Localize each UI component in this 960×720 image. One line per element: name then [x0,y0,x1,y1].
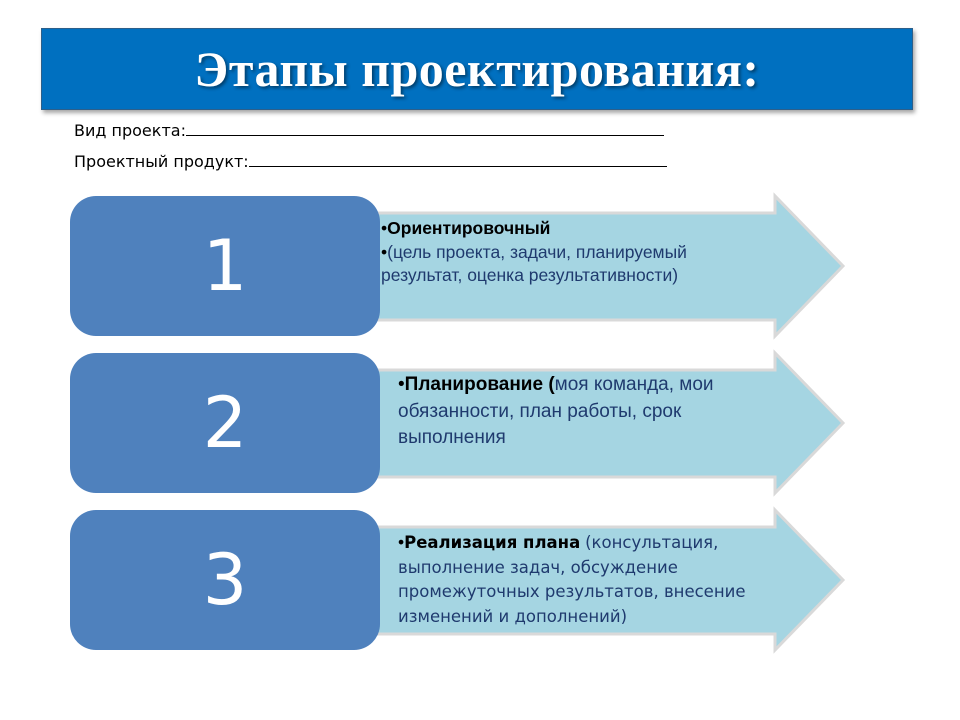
stage-3-number: 3 [202,539,248,621]
stage-1-number-box [70,196,380,336]
project-type-label: Вид проекта: [74,121,186,140]
stage-1-heading: Ориентировочный [387,218,551,238]
stage-1-detail: (цель проекта, задачи, планируемый результат, оценка результативности) [381,241,687,286]
stage-1-number: 1 [202,225,248,307]
stage-3-text [398,530,778,628]
stage-2-text [398,372,778,452]
bullet-icon: • [398,532,405,552]
bullet-icon: • [381,241,388,262]
stage-2-number-box [70,353,380,493]
stage-2-heading: Планирование ( [404,374,555,395]
stage-2-number: 2 [202,382,248,464]
project-product-label: Проектный продукт: [74,152,249,171]
stage-1-text [381,217,761,288]
stage-3-number-box [70,510,380,650]
page-title: Этапы проектирования: [194,41,760,97]
bullet-icon: • [398,374,405,395]
bullet-icon: • [381,218,388,238]
stage-3-heading: Реализация плана [404,533,581,552]
stage-2-detail: моя команда, мои обязанности, план работы, срок выполнения [398,374,714,449]
stage-3-detail: (консультация, выполнение задач, обсуждение промежуточных результатов, внесение изменений и дополнений) [398,533,746,626]
